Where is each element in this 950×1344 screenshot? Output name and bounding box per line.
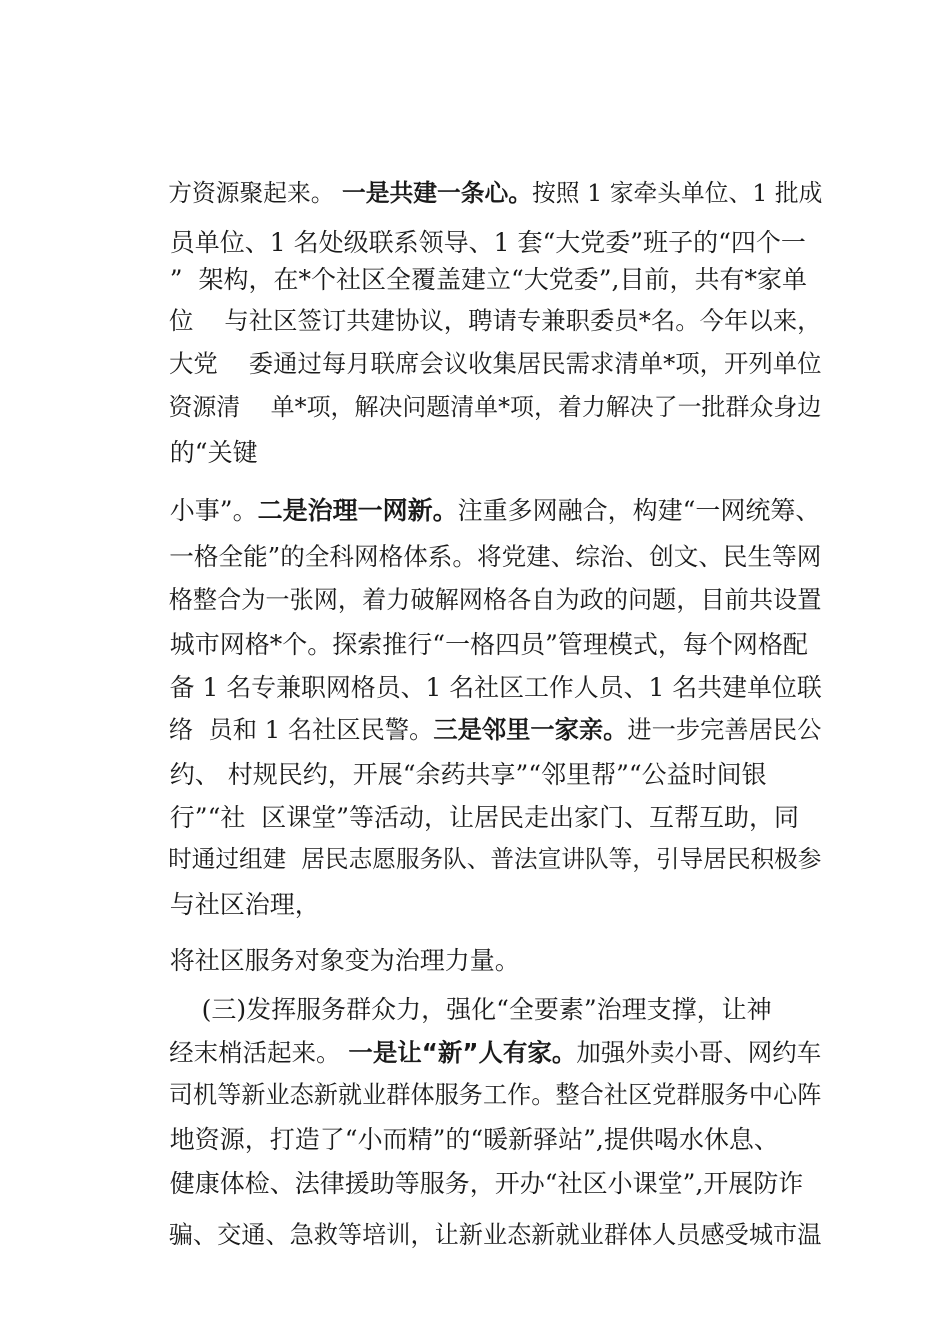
text-span: 大党 委通过每月联席会议收集居民需求清单*项，开列单位 xyxy=(169,349,822,379)
text-span: 进一步完善居民公 xyxy=(627,715,822,745)
bold-heading: 三是邻里一家亲。 xyxy=(433,715,628,745)
text-span: 格整合为一张网，着力破解网格各自为政的问题，目前共设置 xyxy=(168,586,822,615)
text-span: 城市网格*个。探索推行“一格四员”管理模式，每个网格配 xyxy=(169,630,808,659)
text-span: 将社区服务对象变为治理力量。 xyxy=(169,946,520,975)
text-span: 位 与社区签订共建协议，聘请专兼职委员*名。今年以来， xyxy=(169,306,822,336)
text-span: 约、 村规民约，开展“余药共享”“邻里帮”“公益时间银 xyxy=(169,760,767,789)
text-span: 行”“社 区课堂”等活动，让居民走出家门、互帮互助，同 xyxy=(169,803,800,832)
text-span: 地资源，打造了“小而精”的“暖新驿站”,提供喝水休息、 xyxy=(169,1125,779,1154)
text-span: 与社区治理， xyxy=(169,890,320,919)
text-span: 健康体检、法律援助等服务，开办“社区小课堂”,开展防诈 xyxy=(169,1169,804,1198)
bold-heading: 二是治理一网新。 xyxy=(257,496,458,525)
bold-heading: 一是共建一条心。 xyxy=(342,178,533,207)
text-span: 按照 1 家牵头单位、1 批成 xyxy=(532,178,823,207)
text-span: 时通过组建 居民志愿服务队、普法宣讲队等，引导居民积极参 xyxy=(168,844,822,873)
bold-heading: 一是让“新”人有家。 xyxy=(348,1037,577,1067)
text-span: 络 员和 1 名社区民警。 xyxy=(168,715,434,745)
text-span: 小事”。 xyxy=(169,496,258,525)
text-span: ” 架构，在*个社区全覆盖建立“大党委”,目前，共有*家单 xyxy=(169,265,807,294)
text-span: 经末梢活起来。 xyxy=(169,1037,349,1067)
text-span: (三)发挥服务群众力，强化“全要素”治理支撑，让神 xyxy=(169,995,772,1024)
text-span: 注重多网融合，构建“一网统筹、 xyxy=(457,496,821,525)
text-span: 加强外卖小哥、网约车 xyxy=(576,1037,822,1067)
text-span: 员单位、1 名处级联系领导、1 套“大党委”班子的“四个一 xyxy=(169,228,806,257)
text-span: 一格全能”的全科网格体系。将党建、综治、创文、民生等网 xyxy=(169,541,822,571)
text-span: 资源清 单*项，解决问题清单*项，着力解决了一批群众身边 xyxy=(168,392,822,421)
text-span: 备 1 名专兼职网格员、1 名社区工作人员、1 名共建单位联 xyxy=(169,672,822,702)
text-span: 方资源聚起来。 xyxy=(168,178,343,207)
text-span: 的“关键 xyxy=(169,438,258,467)
text-span: 骗、交通、急救等培训，让新业态新就业群体人员感受城市温 xyxy=(168,1221,822,1250)
text-line xyxy=(138,1199,821,1272)
text-span: 司机等新业态新就业群体服务工作。整合社区党群服务中心阵 xyxy=(168,1081,822,1110)
